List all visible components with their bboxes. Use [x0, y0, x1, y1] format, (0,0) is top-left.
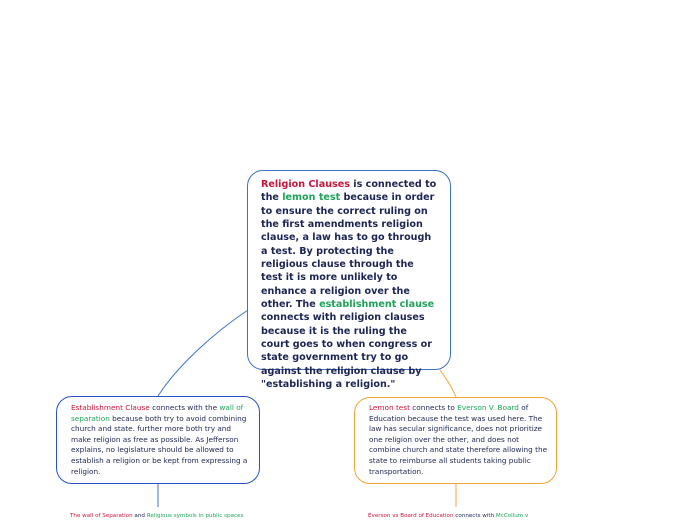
subtopic-wall-of-separation[interactable]	[70, 513, 243, 520]
keyword-religion-clauses: Religion Clauses	[261, 179, 350, 190]
sub-left-text: and	[132, 513, 147, 519]
central-text-1: is connected to the	[261, 179, 437, 204]
central-topic-text	[261, 178, 438, 392]
keyword-wall-of-separation: wall of separation	[71, 403, 244, 423]
left-text-2: because both try to avoid combining church and state. further more both try and make religion as free as possible. As Jefferson explains, no legislature should be allowed to establish a religion or be kept from expressing a religion.	[71, 413, 248, 476]
topic-establishment-clause-text	[71, 403, 251, 477]
keyword-everson-vs-board: Everson vs Board of Education	[368, 513, 454, 519]
keyword-lemon-test: lemon test	[282, 192, 341, 204]
link-central-to-right	[440, 370, 456, 397]
keyword-mccollum: McCollum v	[495, 513, 529, 519]
link-central-to-left	[158, 310, 248, 396]
topic-establishment-clause[interactable]	[56, 396, 260, 484]
central-topic-religion-clauses[interactable]	[247, 170, 451, 391]
topic-lemon-test[interactable]	[354, 397, 557, 484]
keyword-wall-of-separation: The wall of Separation	[70, 513, 133, 519]
central-text-2: because in order to ensure the correct ruling on the first amendments religion clause, a law has to go through a test. By protecting the religious clause through the test it is more unlikely to enhance a religion over the other. The	[261, 192, 435, 311]
subtopic-everson-vs-board[interactable]	[368, 513, 528, 520]
right-text-2: of Education because the test was used here. The law has secular significance, does not prioritize one religion over the other, and does not combine church and state therefore allowing the state to reimburse all students taking public transportation.	[369, 403, 548, 476]
keyword-everson-v-board: Everson V. Board	[457, 403, 519, 412]
keyword-establishment-clause: establishment clause	[319, 299, 435, 311]
topic-lemon-test-text	[369, 403, 548, 477]
right-text-1: connects to	[409, 403, 458, 412]
left-text-1: connects with the	[149, 403, 220, 412]
keyword-establishment-clause: Establishment Clause	[71, 403, 150, 412]
sub-right-text: connects with	[453, 513, 496, 519]
central-text-3: connects with religion clauses because it is the ruling the court goes to when congress or state government try to go against the religion clause by "establishing a religion."	[261, 312, 432, 391]
keyword-lemon-test: Lemon test	[369, 403, 410, 412]
keyword-religious-symbols: Religious symbols in public spaces	[146, 513, 244, 519]
